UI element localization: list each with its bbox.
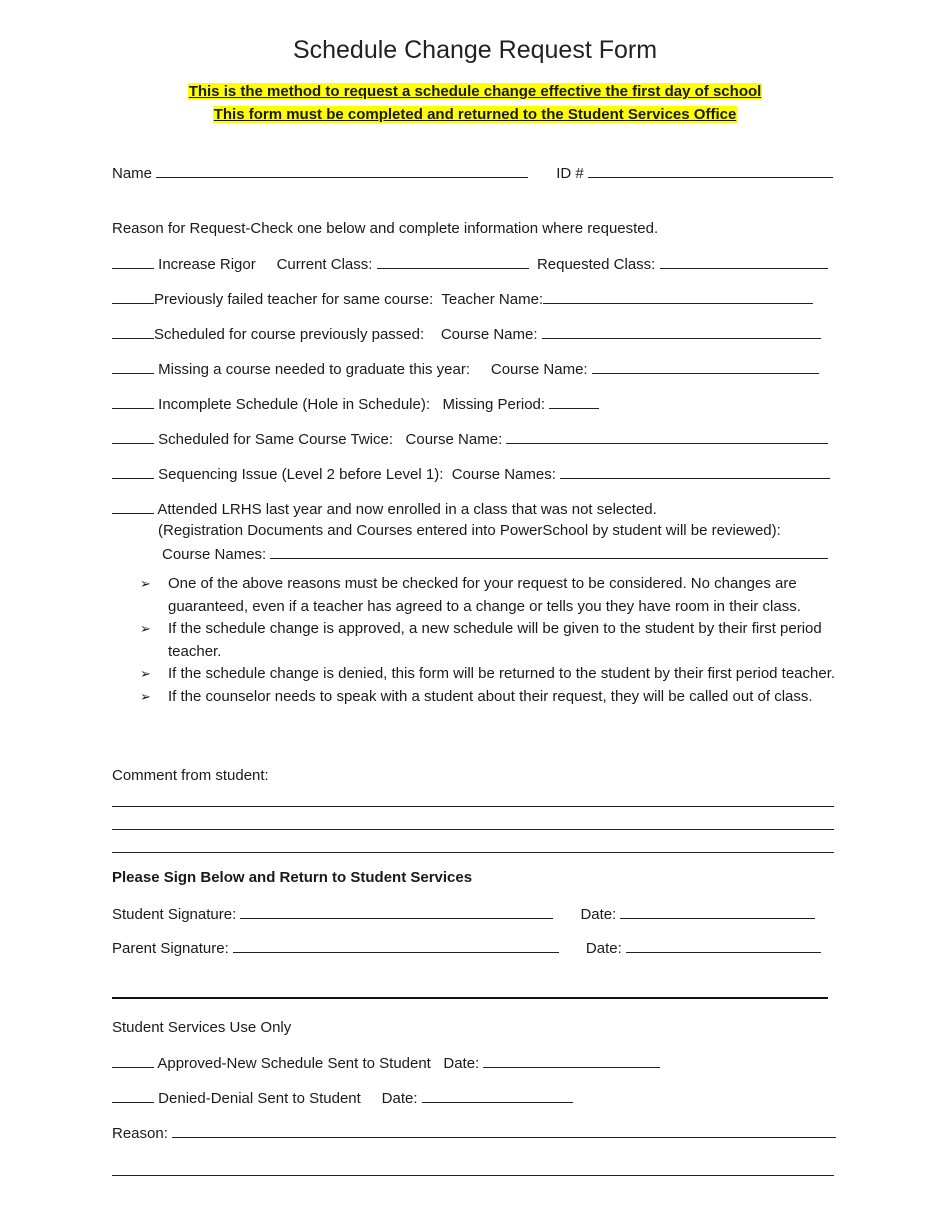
failed-teacher-label: Previously failed teacher for same course: bbox=[154, 291, 434, 308]
parent-date-label: Date: bbox=[585, 940, 622, 957]
notice-first-day bbox=[0, 83, 950, 100]
denied-label: Denied-Denial Sent to Student bbox=[158, 1090, 361, 1107]
reason-row-attended bbox=[112, 499, 657, 520]
course-name-label-1: Course Name: bbox=[440, 326, 538, 343]
arrow-bullet-icon: ➢ bbox=[140, 688, 151, 704]
office-heading: Student Services Use Only bbox=[112, 1019, 292, 1036]
reason-line-2[interactable] bbox=[112, 1175, 834, 1176]
id-field[interactable] bbox=[588, 163, 833, 178]
reason-row-same-course-twice bbox=[112, 429, 828, 450]
previously-passed-label: Scheduled for course previously passed: bbox=[154, 326, 425, 343]
requested-class-field[interactable] bbox=[660, 254, 828, 269]
teacher-name-field[interactable] bbox=[543, 289, 813, 304]
reason-row-missing-course bbox=[112, 359, 819, 380]
current-class-label: Current Class: bbox=[276, 256, 373, 273]
denied-date-field[interactable] bbox=[422, 1088, 573, 1103]
reason-row-incomplete bbox=[112, 394, 599, 415]
name-label: Name bbox=[112, 165, 153, 182]
notice-first-day-text: This is the method to request a schedule change effective the first day of school bbox=[188, 83, 762, 100]
comment-line-1[interactable] bbox=[112, 806, 834, 807]
course-name-label-3: Course Name: bbox=[405, 431, 503, 448]
reason-row-sequencing bbox=[112, 464, 830, 485]
course-name-field-1[interactable] bbox=[542, 324, 821, 339]
parent-date-field[interactable] bbox=[626, 938, 821, 953]
reason-field[interactable] bbox=[172, 1123, 836, 1138]
comment-label: Comment from student: bbox=[112, 767, 269, 784]
comment-line-3[interactable] bbox=[112, 852, 834, 853]
check-missing-course[interactable] bbox=[112, 359, 154, 374]
check-sequencing[interactable] bbox=[112, 464, 154, 479]
comment-line-2[interactable] bbox=[112, 829, 834, 830]
course-name-field-2[interactable] bbox=[592, 359, 819, 374]
name-field[interactable] bbox=[156, 163, 528, 178]
check-same-course-twice[interactable] bbox=[112, 429, 154, 444]
policy-text: One of the above reasons must be checked for your request to be considered. No changes are guaranteed, even if a teacher has agreed to a change or tells you they have room in their class. bbox=[168, 575, 801, 615]
notice-return-office bbox=[0, 106, 950, 123]
reason-row-increase-rigor bbox=[112, 254, 828, 275]
attended-course-row bbox=[162, 544, 828, 565]
course-names-label-1: Course Names: bbox=[451, 466, 556, 483]
student-signature-field[interactable] bbox=[240, 904, 553, 919]
id-label: ID # bbox=[556, 165, 584, 182]
section-divider bbox=[112, 997, 828, 999]
student-date-field[interactable] bbox=[620, 904, 815, 919]
check-approved[interactable] bbox=[112, 1053, 154, 1068]
incomplete-label: Incomplete Schedule (Hole in Schedule): bbox=[158, 396, 430, 413]
arrow-bullet-icon: ➢ bbox=[140, 666, 151, 681]
teacher-name-label: Teacher Name: bbox=[441, 291, 544, 308]
sequencing-label: Sequencing Issue (Level 2 before Level 1): bbox=[158, 466, 444, 483]
reason-row-previously-passed bbox=[112, 324, 821, 345]
parent-signature-field[interactable] bbox=[233, 938, 559, 953]
policy-text: If the counselor needs to speak with a student about their request, they will be called out of class. bbox=[168, 687, 813, 705]
missing-period-field[interactable] bbox=[549, 394, 599, 409]
reason-row-failed-teacher bbox=[112, 289, 813, 310]
missing-period-label: Missing Period: bbox=[442, 396, 546, 413]
missing-course-label: Missing a course needed to graduate this year: bbox=[158, 361, 471, 378]
check-denied[interactable] bbox=[112, 1088, 154, 1103]
student-signature-row bbox=[112, 904, 815, 925]
reason-intro: Reason for Request-Check one below and complete information where requested. bbox=[112, 220, 659, 237]
check-incomplete[interactable] bbox=[112, 394, 154, 409]
policy-text: If the schedule change is denied, this form will be returned to the student by their first period teacher. bbox=[168, 665, 836, 682]
notice-return-office-text: This form must be completed and returned to the Student Services Office bbox=[213, 106, 737, 123]
check-previously-passed[interactable] bbox=[112, 324, 154, 339]
office-reason-row bbox=[112, 1123, 836, 1144]
increase-rigor-label: Increase Rigor bbox=[158, 256, 256, 273]
attended-note: (Registration Documents and Courses entered into PowerSchool by student will be reviewed): bbox=[158, 522, 781, 539]
name-id-row bbox=[112, 163, 833, 184]
requested-class-label: Requested Class: bbox=[536, 256, 656, 273]
denied-date-label: Date: bbox=[381, 1090, 418, 1107]
reason-label: Reason: bbox=[112, 1125, 168, 1142]
approved-label: Approved-New Schedule Sent to Student bbox=[157, 1055, 431, 1072]
sign-heading: Please Sign Below and Return to Student Services bbox=[112, 869, 473, 886]
policy-text: If the schedule change is approved, a new schedule will be given to the student by their first period teacher. bbox=[168, 620, 822, 660]
page-title: Schedule Change Request Form bbox=[292, 36, 658, 64]
same-course-twice-label: Scheduled for Same Course Twice: bbox=[158, 431, 394, 448]
check-failed-teacher[interactable] bbox=[112, 289, 154, 304]
list-item bbox=[140, 686, 840, 709]
approved-date-label: Date: bbox=[443, 1055, 480, 1072]
course-names-field-2[interactable] bbox=[270, 544, 828, 559]
arrow-bullet-icon: ➢ bbox=[140, 576, 151, 591]
course-names-field-1[interactable] bbox=[560, 464, 830, 479]
list-item bbox=[140, 618, 840, 663]
check-attended[interactable] bbox=[112, 499, 154, 514]
parent-signature-label: Parent Signature: bbox=[112, 940, 229, 957]
student-signature-label: Student Signature: bbox=[112, 906, 237, 923]
office-denied-row bbox=[112, 1088, 573, 1109]
parent-signature-row bbox=[112, 938, 821, 959]
list-item bbox=[140, 573, 840, 618]
current-class-field[interactable] bbox=[377, 254, 529, 269]
course-name-field-3[interactable] bbox=[506, 429, 828, 444]
student-date-label: Date: bbox=[580, 906, 617, 923]
check-increase-rigor[interactable] bbox=[112, 254, 154, 269]
course-name-label-2: Course Name: bbox=[490, 361, 588, 378]
list-item bbox=[140, 663, 840, 686]
attended-label: Attended LRHS last year and now enrolled in a class that was not selected. bbox=[157, 501, 657, 518]
policy-list bbox=[140, 573, 840, 708]
approved-date-field[interactable] bbox=[483, 1053, 660, 1068]
course-names-label-2: Course Names: bbox=[162, 546, 267, 563]
arrow-bullet-icon: ➢ bbox=[140, 621, 151, 636]
office-approved-row bbox=[112, 1053, 660, 1074]
